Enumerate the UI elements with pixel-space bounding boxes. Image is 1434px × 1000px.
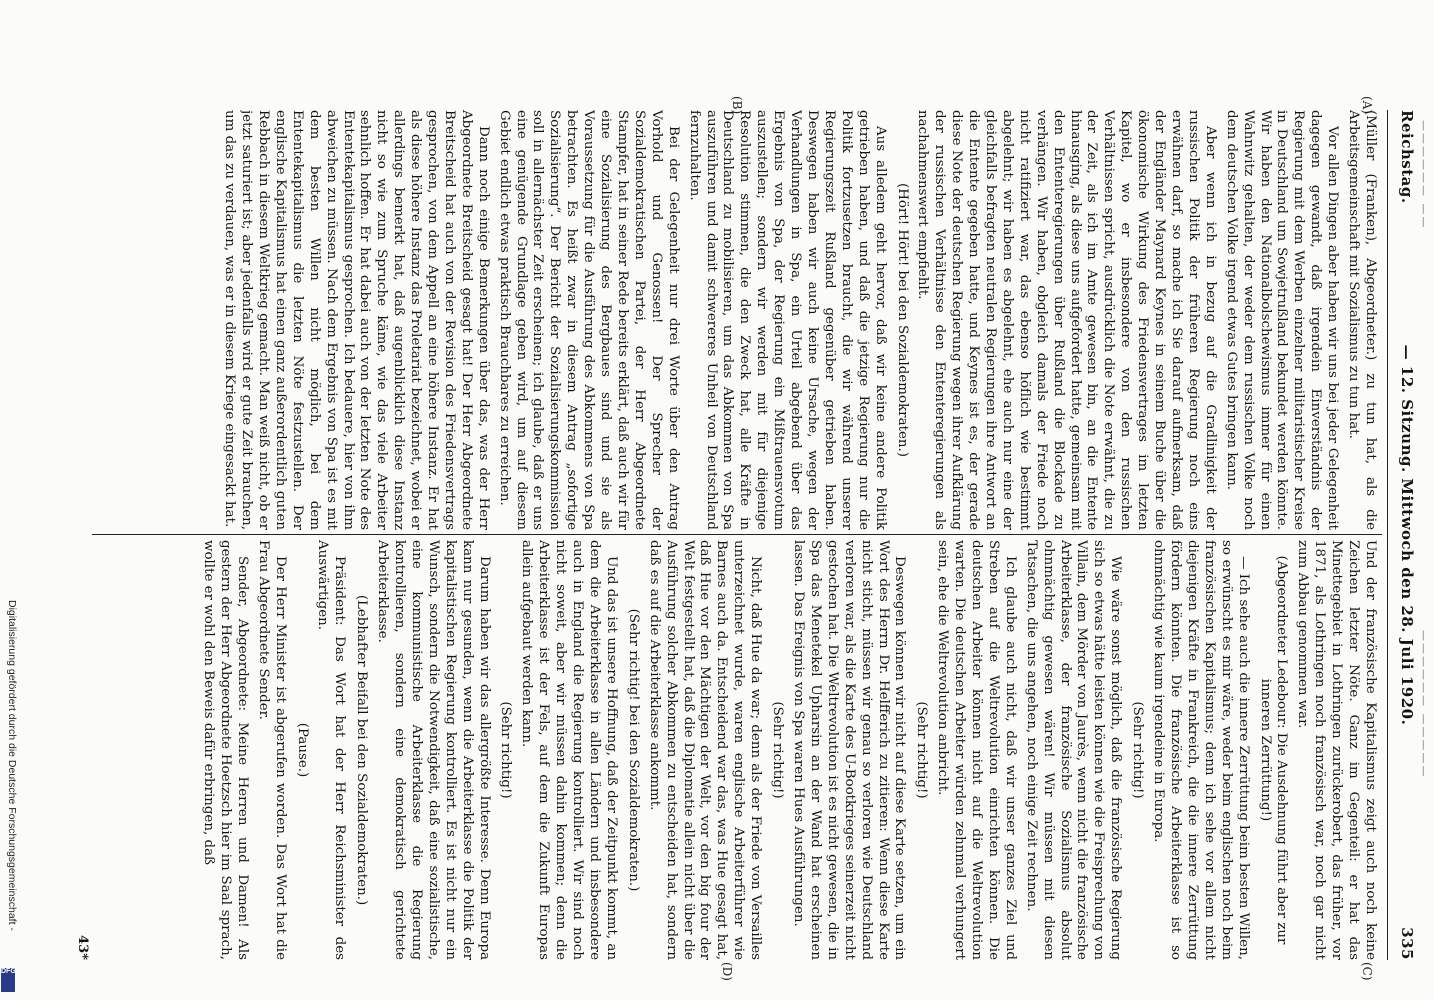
margin-marker-d: (D): [720, 962, 734, 981]
paragraph: Nicht, daß Hue da war; denn als der Friede von Versailles unterzeichnet wurde, waren englische Arbeiterführer wie Barnes auch da. Entscheidend war das, was Hue gesagt hat, daß Hue vor den Mächtigen der Welt, vor den big four der Welt festgestellt hat, daß die Diplomatie allein nicht über die Ausführung solcher Abkommen zu entscheiden hat, sondern daß es auf die Arbeiterklasse ankommt.: [646, 540, 764, 960]
header-rule: [1387, 110, 1388, 960]
right-column: [108, 540, 1378, 960]
header-session: — 12. Sitzung. Mittwoch den 28. Juli 1920.: [1398, 344, 1416, 726]
speaker-paragraph: Sender, Abgeordnete: Meine Herren und Damen! Als gestern der Herr Abgeordnete Hoetzsch hier im Saal sprach, wollte er wohl den Beweis dafür erbringen, daß: [201, 540, 250, 960]
paragraph: Darum haben wir das allergrößte Interesse. Denn Europa kann nur gesunden, wenn die Arbeiterklasse die Politik der kapitalistischen Regierung kontrolliert. Es ist nicht nur ein Wunsch, sondern die Notwendigkeit, daß eine sozialistische, eine kommunistische Arbeiterklasse die Regierung kontrollieren, sondern eine demokratisch gerichtete Arbeiterklasse.: [375, 540, 492, 960]
interjection: (Abgeordneter Ledebour: Die Ausdehnung führt aber zur inneren Zerrüttung!): [1257, 555, 1290, 945]
header-title: Reichstag.: [1398, 110, 1416, 204]
funding-sidebar: [0, 0, 18, 1000]
interjection: (Sehr richtig! bei den Sozialdemokraten.): [625, 608, 641, 892]
interjection: (Sehr richtig!): [914, 701, 930, 799]
paragraph: Wie wäre sonst möglich, daß die französische Regierung sich so etwas hätte leisten können wie die Freisprechung von Villain, dem Mörder von Jaurès, wenn nicht die französische Arbeiterklasse, der französische Sozialismus absolut ohnmächtig gewesen wären! Wir müssen mit diesen Tatsachen, die uns angehen, noch einige Zeit rechnen.: [1023, 540, 1124, 960]
paragraph: Der Herr Minister ist abgerufen worden. Das Wort hat die Frau Abgeordnete Sender.: [255, 540, 288, 960]
page-header: [1390, 110, 1416, 960]
paragraph: Aber wenn ich in bezug auf die Gradlinigkeit der russischen Politik der früheren Regierung noch eins erwähnen darf, so mache ich Sie darauf aufmerksam, daß der Engländer Maynard Keynes in seinem Buche über die ökonomische Wirkung des Friedensvertrages im letzten Kapitel, wo er insbesondere von den russischen Verhältnissen spricht, ausdrücklich die Note erwähnt, die zu der Zeit, als ich im Amte gewesen bin, an die Entente hinausging, als diese uns aufgefordert hatte, gemeinsam mit den Ententeregierungen über Rußland die Blockade zu verhängen. Wir haben, obgleich damals der Friede noch nicht ratifiziert war, das ebenso höflich wie bestimmt abgelehnt; wir haben es abgelehnt, ehe auch nur eine der gleichfalls befragten neutralen Regierungen ihre Antwort an die Entente gegeben hatte, und Keynes ist es, der gerade diese Note der deutschen Regierung wegen ihrer Aufklärung der russischen Verhältnisse den Ententeregierungen als nachahmenswert empfiehlt.: [915, 110, 1218, 530]
interjection: (Sehr richtig!): [498, 701, 514, 799]
column-divider: [92, 534, 1382, 535]
paragraph: Aus alledem geht hervor, daß wir keine andere Politik getrieben haben, und daß die jetzige Regierung nur die Politik fortzusetzen braucht, die wir während unserer Regierungszeit Rußland gegenüber getrieben haben. Deswegen haben wir auch keine Ursache, wegen der Verhandlungen in Spa, ein Urteil abgebend über das Ergebnis von Spa, der Regierung ein Mißtrauensvotum auszustellen; sondern wir werden mit für diejenige Resolution stimmen, die den Zweck hat, alle Kräfte in Deutschland zu mobilisieren, um das Abkommen von Spa auszuführen und damit schwereres Unheil von Deutschland fernzuhalten.: [686, 110, 888, 530]
margin-marker-c: (C): [1360, 962, 1374, 981]
interjection: (Lebhafter Beifall bei den Sozialdemokraten.): [354, 594, 370, 906]
paragraph: Und der französische Kapitalismus zeigt auch noch keine Zeichen letzter Nöte. Ganz im Gegenteil: er hat das Minettegebiet in Lothringen zurückerobert, das früher, vor 1871, als Lothringen noch französisch war, noch gar nicht zum Abbau genommen war.: [1295, 540, 1378, 960]
paragraph: (Müller (Franken), Abgeordneter.) zu tun hat, als die Arbeitsgemeinschaft mit Sozialismus zu tun hat.: [1346, 110, 1378, 530]
signature-mark: 43*: [75, 935, 90, 960]
paragraph: Deswegen können wir nicht auf diese Karte setzen, um ein Wort des Herrn Dr. Helfferich zu zitieren: Wenn diese Karte nicht sticht, müssen wir genau so verloren wie Deutschland verloren war, als die Karte des U-Bootkrieges seinerzeit nicht gestochen hat. Die Weltrevolution ist es nicht gewesen, die in Spa das Menetekel Upharsin an der Wand hat erscheinen lassen. Das Ereignis von Spa waren Hues Ausführungen.: [791, 540, 908, 960]
interjection: (Sehr richtig!): [770, 701, 786, 799]
paragraph: Und das ist unsere Hoffnung, daß der Zeitpunkt kommt, an dem die Arbeiterklasse in allen Ländern und insbesondere auch in England die Regierung kontrolliert. Wir sind noch nicht soweit, aber wir müssen dahin kommen; denn die Arbeiterklasse ist der Fels, auf dem die Zukunft Europas allein aufgebaut werden kann.: [519, 540, 619, 960]
paragraph: Dann noch einige Bemerkungen über das, was der Herr Abgeordnete Breitscheid gesagt hat! Der Herr Abgeordnete Breitscheid hat auch von der Revision des Friedensvertrags gesprochen, von dem Appell an eine höhere Instanz. Er hat als diese höhere Instanz das Proletariat bezeichnet, wobei er allerdings bemerkt hat, daß augenblicklich diese Instanz nicht so wie zum Spruche käme, wie das viele Arbeiter sehnlich hoffen. Er hat dabei auch von der letzten Note des Ententekapitalismus gesprochen. Ich bedauere, hier von ihm abweichen zu müssen. Nach dem Ergebnis von Spa ist es mit dem besten Willen nicht möglich, bei dem Ententekapitalismus die letzten Nöte festzustellen. Der englische Kapitalismus hat einen ganz außerordentlich guten Rebbach in diesem Weltkrieg gemacht. Man weiß nicht, ob er jetzt saturiert ist; aber jedenfalls wird er gute Zeit brauchen, um das zu verdauen, was er in diesem Kriege eingesackt hat.: [222, 110, 491, 530]
top-left-marks: —————— ——: [1417, 120, 1430, 230]
paragraph: — Ich sehe auch die innere Zerrüttung beim besten Willen, so erwünscht es mir wäre, weder beim englischen noch beim französischen Kapitalismus; denn ich sehe vor allem nicht diejenigen Kräfte in Frankreich, die die innere Zerrüttung fördern könnten. Die französische Arbeiterklasse ist so ohnmächtig wie kaum irgendeine in Europa.: [1151, 540, 1251, 960]
paragraph: Bei der Gelegenheit nur drei Worte über den Antrag Vorhold und Genossen! Der Sprecher der Sozialdemokratischen Partei, der Herr Abgeordnete Stampfer, hat in seiner Rede bereits erklärt, daß auch wir für eine Sozialisierung des Bergbaues sind und sie als Voraussetzung für die Ausführung des Abkommens von Spa betrachten. Es heißt zwar in diesem Antrag „sofortige Sozialisierung“. Der Bericht der Sozialisierungskommission soll in allernächster Zeit erscheinen; ich glaube, daß er uns eine genügende Grundlage geben wird, um auf diesem Gebiet endlich etwas praktisch Brauchbares zu erreichen.: [496, 110, 681, 530]
speaker-paragraph: Präsident: Das Wort hat der Herr Reichsminister des Auswärtigen.: [315, 540, 348, 960]
dfg-logo: DFG: [1, 968, 15, 992]
left-column: [108, 110, 1378, 530]
paragraph: Vor allen Dingen aber haben wir uns bei jeder Gelegenheit dagegen gewandt, daß irgendein Einverständnis der Regierung mit dem Werben einzelner militaristischer Kreise in Deutschland um Sowjetrußland bekundet werden könnte. Wir haben den Nationalbolschewismus immer für einen Wahnwitz gehalten, der weder dem russischen Volke noch dem deutschen Volke irgend etwas Gutes bringen kann.: [1223, 110, 1341, 530]
interjection: (Hört! Hört! bei den Sozialdemokraten.): [894, 183, 910, 457]
margin-marker-b: (B): [730, 96, 744, 115]
paragraph: Ich glaube auch nicht, daß wir unser ganzes Ziel und Streben auf die Weltrevolution einrichten können. Die deutschen Arbeiter können nicht auf die Weltrevolution warten. Die deutschen Arbeiter würden zehnmal verhungert sein, ehe die Weltrevolution anbricht.: [935, 540, 1018, 960]
margin-marker-a: (A): [1360, 96, 1374, 115]
interjection: (Pause.): [294, 722, 310, 778]
page-number: 335: [1398, 927, 1416, 960]
funding-notice: Digitalisierung gefördert durch die Deutsche Forschungsgemeinschaft -: [6, 600, 18, 931]
top-right-marks: —————— —————: [1417, 630, 1430, 779]
interjection: (Sehr richtig!): [1130, 701, 1146, 799]
